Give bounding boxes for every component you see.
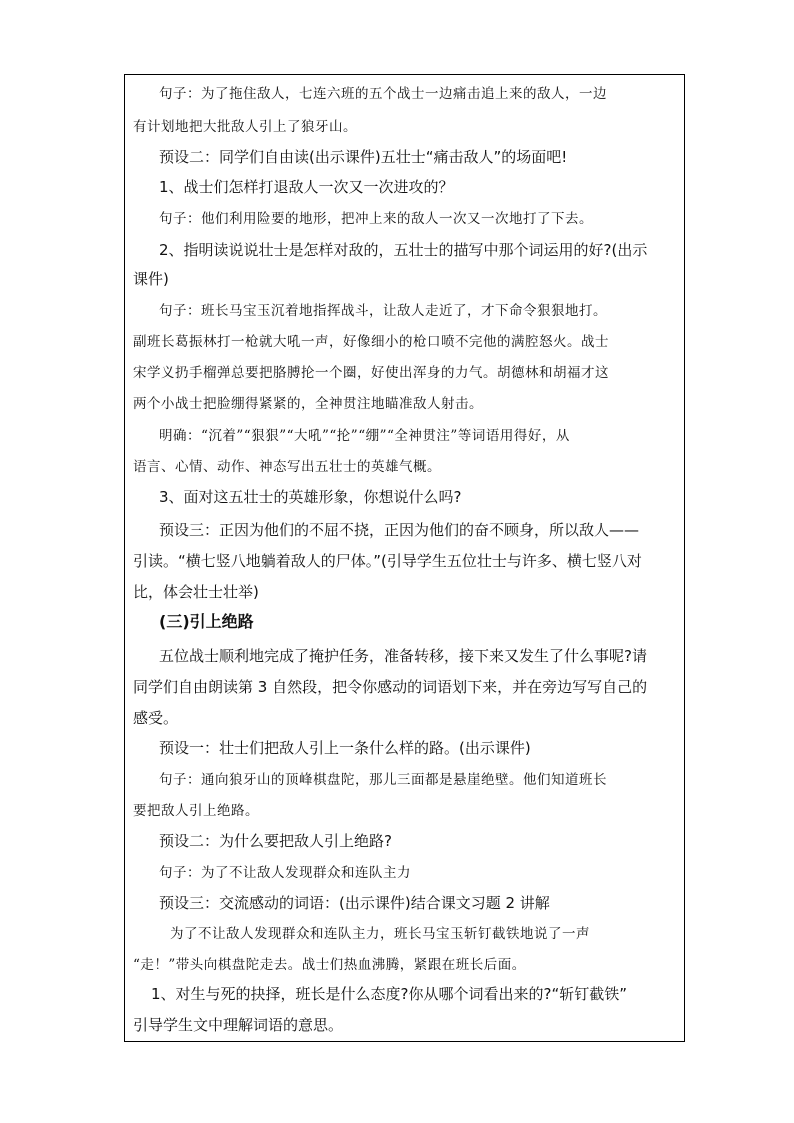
text-line: “走！”带头向棋盘陀走去。战士们热血沸腾，紧跟在班长后面。 — [133, 957, 526, 973]
text-line: 要把敌人引上绝路。 — [133, 803, 259, 819]
text-line: 预设一：壮士们把敌人引上一条什么样的路。(出示课件) — [159, 739, 531, 757]
text-line: 感受。 — [133, 709, 179, 727]
text-line: 2、指明读说说壮士是怎样对敌的，五壮士的描写中那个词运用的好?(出示 — [159, 241, 648, 259]
text-line: 语言、心情、动作、神态写出五壮士的英雄气概。 — [133, 459, 441, 475]
text-line: 预设二：为什么要把敌人引上绝路? — [159, 832, 392, 850]
text-line: 句子：班长马宝玉沉着地指挥战斗，让敌人走近了，才下命令狠狠地打。 — [159, 303, 607, 319]
section-heading: (三)引上绝路 — [159, 612, 254, 631]
text-line: 句子：通向狼牙山的顶峰棋盘陀，那儿三面都是悬崖绝壁。他们知道班长 — [159, 772, 607, 788]
text-line: 两个小战士把脸绷得紧紧的，全神贯注地瞄准敌人射击。 — [133, 396, 483, 412]
text-line: 引读。“横七竖八地躺着敌人的尸体。”(引导学生五位壮士与许多、横七竖八对 — [133, 552, 642, 570]
text-line: 宋学义扔手榴弹总要把胳膊抡一个圈，好使出浑身的力气。胡德林和胡福才这 — [133, 365, 609, 381]
text-line: 副班长葛振林打一枪就大吼一声，好像细小的枪口喷不完他的满腔怒火。战士 — [133, 334, 609, 350]
text-line: 课件) — [133, 270, 169, 288]
text-line: 预设三：交流感动的词语：(出示课件)结合课文习题 2 讲解 — [159, 894, 550, 912]
text-line: 同学们自由朗读第 3 自然段，把令你感动的词语划下来，并在旁边写写自己的 — [133, 678, 648, 696]
text-line: 明确：“沉着”“狠狠”“大吼”“抡”“绷”“全神贯注”等词语用得好，从 — [159, 428, 570, 444]
text-line: 1、战士们怎样打退敌人一次又一次进攻的？ — [159, 178, 454, 196]
text-line: 有计划地把大批敌人引上了狼牙山。 — [133, 119, 357, 135]
text-line: 为了不让敌人发现群众和连队主力，班长马宝玉斩钉截铁地说了一声 — [170, 926, 590, 942]
text-line: 预设三：正因为他们的不屈不挠，正因为他们的奋不顾身，所以敌人—— — [159, 521, 640, 539]
text-line: 五位战士顺利地完成了掩护任务，准备转移，接下来又发生了什么事呢?请 — [159, 647, 647, 665]
text-line: 引导学生文中理解词语的意思。 — [133, 1016, 344, 1034]
text-line: 句子：为了不让敌人发现群众和连队主力 — [159, 865, 411, 881]
text-line: 预设二：同学们自由读(出示课件)五壮士“痛击敌人”的场面吧! — [159, 148, 568, 166]
text-line: 1、对生与死的抉择，班长是什么态度?你从哪个词看出来的?“斩钉截铁” — [151, 985, 628, 1003]
text-line: 比，体会壮士壮举) — [133, 583, 259, 601]
text-line: 句子：他们利用险要的地形，把冲上来的敌人一次又一次地打了下去。 — [159, 211, 593, 227]
text-line: 3、面对这五壮士的英雄形象，你想说什么吗? — [159, 488, 462, 506]
text-line: 句子：为了拖住敌人，七连六班的五个战士一边痛击追上来的敌人，一边 — [159, 86, 607, 102]
